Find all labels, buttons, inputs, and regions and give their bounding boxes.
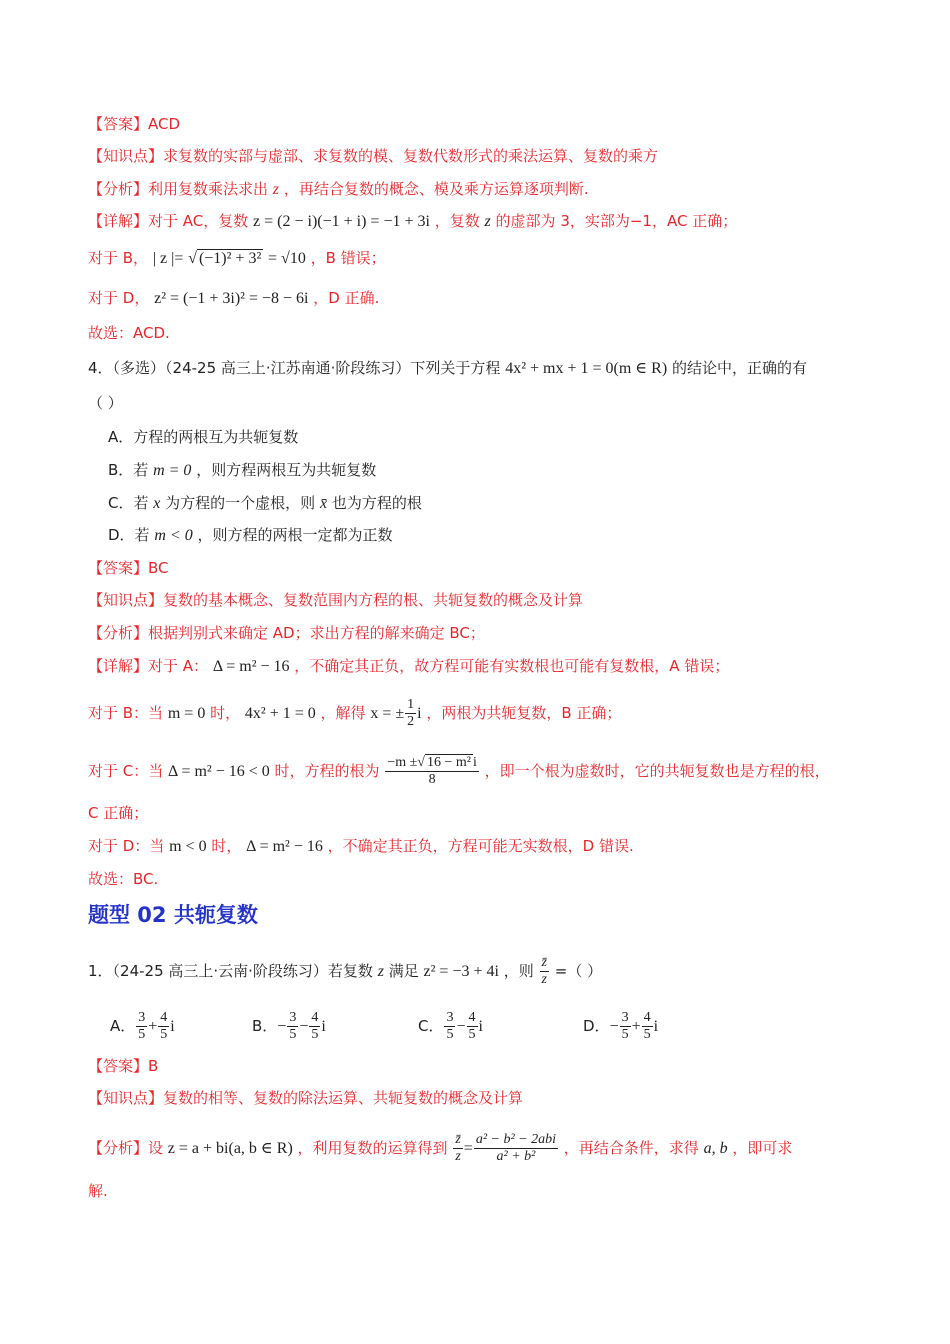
option-fraction: $\frac{3}{5}$ (621, 1010, 629, 1042)
q4-option-d: D．若 m < 0 ，则方程的两根一定都为正数 (108, 526, 393, 544)
q3-conclusion: 故选：ACD. (88, 324, 170, 342)
option-sign: − (277, 1018, 287, 1035)
q3-knowledge: 【知识点】求复数的实部与虚部、求复数的模、复数代数形式的乘法运算、复数的乘方 (88, 147, 659, 165)
q4-knowledge: 【知识点】复数的基本概念、复数范围内方程的根、共轭复数的概念及计算 (88, 591, 584, 609)
option-operator: + (148, 1018, 158, 1035)
q3-detail: 【详解】对于 AC，复数 z = (2 − i)(−1 + i) = −1 + 3i ，复数 z 的虚部为 3，实部为−1，AC 正确； (88, 212, 738, 230)
q4-option-d-detail: 对于 D：当 m < 0 时， Δ = m² − 16 ，不确定其正负，方程可能无实数根，D 错误. (88, 837, 634, 855)
q1-option-b (252, 1010, 326, 1043)
q4-analysis: 【分析】根据判别式来确定 AD；求出方程的解来确定 BC； (88, 624, 485, 642)
option-fraction: $\frac{4}{5}$ (643, 1010, 651, 1042)
section-heading: 题型 02 共轭复数 (88, 903, 258, 927)
q3-answer: 【答案】ACD (88, 115, 181, 133)
option-label: C． (418, 1017, 444, 1035)
q4-option-c: C．若 x 为方程的一个虚根，则 x̄ 也为方程的根 (108, 494, 422, 512)
q4-answer: 【答案】BC (88, 559, 169, 577)
option-operator: + (631, 1018, 641, 1035)
q3-option-b: 对于 B， | z |= √ (−1)² + 3² = √10 ，B 错误； (88, 249, 386, 267)
option-operator: − (299, 1018, 309, 1035)
option-operator: − (456, 1018, 466, 1035)
q3-option-d: 对于 D， z² = (−1 + 3i)² = −8 − 6i ，D 正确. (88, 289, 380, 307)
option-label: D． (583, 1017, 610, 1035)
option-fraction: $\frac{4}{5}$ (160, 1010, 168, 1042)
option-imaginary-unit: i (653, 1018, 659, 1035)
q4-option-c-cont: C 正确； (88, 804, 149, 822)
q1-option-c (418, 1010, 483, 1043)
q1-analysis: 【分析】设 z = a + bi(a, b ∈ R) ，利用复数的运算得到 $\frac{z̄}{z}$ = $\frac{\text{a² − b² − 2abi}}{\text{a² + b²}}$ ，再结合条件，求得 a, b ，即可求 (88, 1132, 793, 1164)
option-fraction: $\frac{3}{5}$ (446, 1010, 454, 1042)
option-label: A． (110, 1017, 136, 1035)
option-label: B． (252, 1017, 278, 1035)
q1-option-a (110, 1010, 175, 1043)
option-imaginary-unit: i (170, 1018, 175, 1035)
option-fraction: $\frac{4}{5}$ (311, 1010, 319, 1042)
option-sign: − (609, 1018, 619, 1035)
q1-analysis-cont: 解. (88, 1182, 108, 1200)
q1-answer: 【答案】B (88, 1057, 159, 1075)
q4-paren: （ ） (88, 394, 123, 412)
q4-option-b-detail: 对于 B：当 m = 0 时， 4x² + 1 = 0 ，解得 x = ± $\frac{1}{2}$ i ，两根为共轭复数，B 正确； (88, 697, 622, 729)
q1-option-d (583, 1010, 658, 1043)
option-imaginary-unit: i (321, 1018, 326, 1035)
q4-option-b: B．若 m = 0 ，则方程两根互为共轭复数 (108, 461, 377, 479)
q4-option-a: A．方程的两根互为共轭复数 (108, 428, 299, 446)
q1-knowledge: 【知识点】复数的相等、复数的除法运算、共轭复数的概念及计算 (88, 1089, 524, 1107)
option-fraction: $\frac{3}{5}$ (289, 1010, 297, 1042)
q4-stem: 4．（多选）（24-25 高三上·江苏南通·阶段练习）下列关于方程 4x² + mx + 1 = 0(m ∈ R) 的结论中，正确的有 (88, 359, 807, 377)
q4-conclusion: 故选：BC. (88, 870, 159, 888)
q1-stem: 1．（24-25 高三上·云南·阶段练习）若复数 z 满足 z² = −3 + 4i ，则 $\frac{z̄}{z}$ =（ ） (88, 955, 603, 987)
option-fraction: $\frac{4}{5}$ (468, 1010, 476, 1042)
option-fraction: $\frac{3}{5}$ (138, 1010, 146, 1042)
q4-option-c-detail: 对于 C：当 Δ = m² − 16 < 0 时，方程的根为 $\frac{\text{−m ±√ 16 − m² i}}{8}$ ，即一个根为虚数时，它的共轭复数也是方程的根， (88, 755, 830, 787)
option-imaginary-unit: i (478, 1018, 483, 1035)
q4-detail: 【详解】对于 A： Δ = m² − 16 ，不确定其正负，故方程可能有实数根也可能有复数根，A 错误； (88, 657, 730, 675)
q3-analysis: 【分析】利用复数乘法求出 z ，再结合复数的概念、模及乘方运算逐项判断. (88, 180, 589, 198)
